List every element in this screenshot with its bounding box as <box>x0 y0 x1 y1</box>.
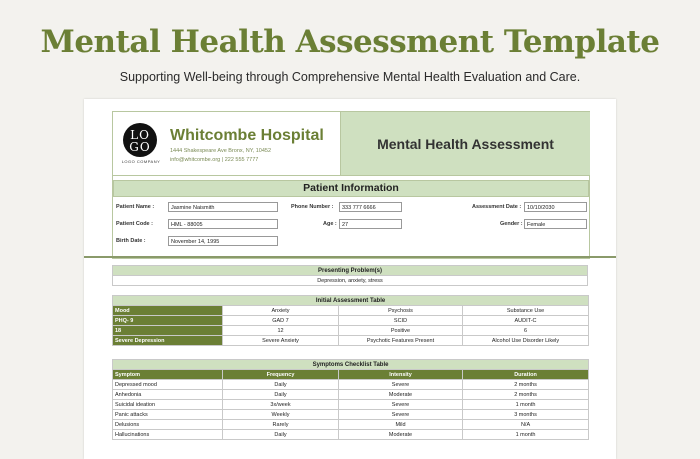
logo-text-line2: GO <box>129 140 151 154</box>
patient-name-label: Patient Name : <box>116 204 155 210</box>
table-cell[interactable]: Panic attacks <box>113 410 223 420</box>
initial-assessment-table <box>112 295 589 346</box>
table-cell: Psychosis <box>339 306 463 316</box>
gender-label: Gender : <box>500 221 523 227</box>
presenting-problem-value[interactable]: Depression, anxiety, stress <box>113 276 588 286</box>
page-title: Mental Health Assessment Template <box>40 24 660 60</box>
table-row <box>113 380 589 390</box>
column-header: Intensity <box>339 370 463 380</box>
table-cell[interactable]: Moderate <box>339 430 463 440</box>
assessment-form <box>112 111 590 259</box>
table-cell[interactable]: Severe <box>339 380 463 390</box>
table-cell[interactable]: Severe Anxiety <box>223 336 339 346</box>
doc-title-box <box>340 112 590 175</box>
table-cell[interactable]: Anhedonia <box>113 390 223 400</box>
table-row <box>113 390 589 400</box>
table-cell[interactable]: 2 months <box>463 390 589 400</box>
table-row <box>113 326 589 336</box>
table-cell[interactable]: 2 months <box>463 380 589 390</box>
table-cell[interactable]: Severe <box>339 400 463 410</box>
patient-code-field[interactable]: HML - 88005 <box>168 219 278 229</box>
table-row <box>113 410 589 420</box>
table-cell: 18 <box>113 326 223 336</box>
table-cell[interactable]: Delusions <box>113 420 223 430</box>
table-cell[interactable]: Mild <box>339 420 463 430</box>
age-label: Age : <box>323 221 337 227</box>
table-cell[interactable]: GAD 7 <box>223 316 339 326</box>
table-cell[interactable]: Moderate <box>339 390 463 400</box>
symptoms-checklist-heading: Symptoms Checklist Table <box>113 360 589 370</box>
table-cell[interactable]: 1 month <box>463 400 589 410</box>
table-row <box>113 306 589 316</box>
table-header-row <box>113 370 589 380</box>
table-row <box>113 316 589 326</box>
table-cell[interactable]: SCID <box>339 316 463 326</box>
column-header: Duration <box>463 370 589 380</box>
logo-text-line1: LO <box>130 128 150 142</box>
section-divider <box>84 256 616 258</box>
table-cell[interactable]: Daily <box>223 430 339 440</box>
table-cell[interactable]: Daily <box>223 390 339 400</box>
assessment-date-field[interactable]: 10/10/2030 <box>524 202 587 212</box>
presenting-problem-table <box>112 265 588 286</box>
assessment-date-label: Assessment Date : <box>472 204 522 210</box>
table-cell: Anxiety <box>223 306 339 316</box>
table-row <box>113 336 589 346</box>
table-cell[interactable]: Depressed mood <box>113 380 223 390</box>
symptoms-checklist-table <box>112 359 589 440</box>
table-row <box>113 430 589 440</box>
patient-code-label: Patient Code : <box>116 221 153 227</box>
logo-icon <box>123 123 157 157</box>
table-cell[interactable]: 12 <box>223 326 339 336</box>
table-cell: Severe Depression <box>113 336 223 346</box>
column-header: Frequency <box>223 370 339 380</box>
table-cell[interactable]: Daily <box>223 380 339 390</box>
initial-assessment-heading: Initial Assessment Table <box>113 296 589 306</box>
phone-number-label: Phone Number : <box>291 204 334 210</box>
doc-title: Mental Health Assessment <box>377 136 554 152</box>
table-cell[interactable]: 3x/week <box>223 400 339 410</box>
hospital-name: Whitcombe Hospital <box>170 127 324 144</box>
table-row <box>113 420 589 430</box>
column-header: Symptom <box>113 370 223 380</box>
patient-name-field[interactable]: Jasmine Naismith <box>168 202 278 212</box>
table-cell[interactable]: Rarely <box>223 420 339 430</box>
table-cell[interactable]: Suicidal ideation <box>113 400 223 410</box>
table-row <box>113 400 589 410</box>
table-cell[interactable]: AUDIT-C <box>463 316 589 326</box>
page-subtitle: Supporting Well-being through Comprehensive Mental Health Evaluation and Care. <box>119 70 581 84</box>
table-cell: PHQ- 9 <box>113 316 223 326</box>
hospital-address: 1444 Shakespeare Ave Bronx, NY, 10452 <box>170 148 272 154</box>
table-cell[interactable]: 1 month <box>463 430 589 440</box>
table-cell: Substance Use <box>463 306 589 316</box>
age-field[interactable]: 27 <box>339 219 402 229</box>
logo-caption: LOGO COMPANY <box>121 159 161 164</box>
table-cell[interactable]: 3 months <box>463 410 589 420</box>
gender-field[interactable]: Female <box>524 219 587 229</box>
table-cell[interactable]: Weekly <box>223 410 339 420</box>
birth-date-field[interactable]: November 14, 1995 <box>168 236 278 246</box>
table-cell[interactable]: Severe <box>339 410 463 420</box>
table-cell[interactable]: Psychotic Features Present <box>339 336 463 346</box>
table-cell: Mood <box>113 306 223 316</box>
table-cell[interactable]: N/A <box>463 420 589 430</box>
birth-date-label: Birth Date : <box>116 238 146 244</box>
table-cell[interactable]: 6 <box>463 326 589 336</box>
patient-info-heading: Patient Information <box>113 180 589 197</box>
table-cell[interactable]: Alcohol Use Disorder Likely <box>463 336 589 346</box>
table-cell[interactable]: Hallucinations <box>113 430 223 440</box>
table-cell[interactable]: Positive <box>339 326 463 336</box>
phone-number-field[interactable]: 333 777 6666 <box>339 202 402 212</box>
hospital-contact: info@whitcombe.org | 222 555 7777 <box>170 157 259 163</box>
presenting-problem-heading: Presenting Problem(s) <box>113 266 588 276</box>
form-header <box>113 112 589 176</box>
